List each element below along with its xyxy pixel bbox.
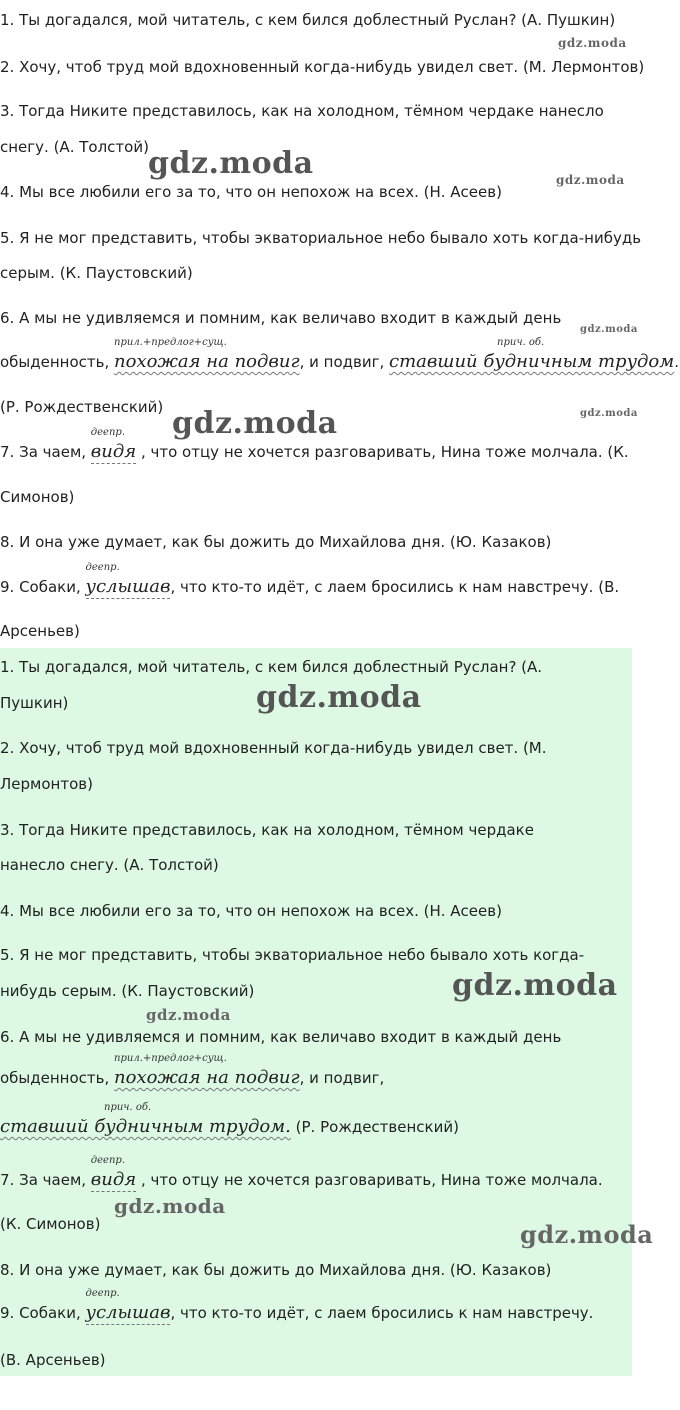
sentence-4: 4. Мы все любили его за то, что он непохож на всех. (Н. Асеев) xyxy=(0,902,502,920)
sentence-7-line-2: Симонов) xyxy=(0,488,75,506)
annotated-word xyxy=(90,427,137,464)
grammar-note: деепр. xyxy=(85,562,120,573)
watermark: gdz.moda xyxy=(580,408,638,419)
annotated-word xyxy=(85,562,171,599)
sentence-6-line-2 xyxy=(0,1053,385,1088)
text: , и подвиг, xyxy=(299,353,390,371)
text: 7. За чаем, xyxy=(0,443,91,461)
text: обыденность, xyxy=(0,353,115,371)
word-text: видя xyxy=(90,1169,137,1190)
grammar-note: деепр. xyxy=(90,427,125,438)
sentence-7-line-1 xyxy=(0,427,629,464)
grammar-note: деепр. xyxy=(90,1155,125,1166)
sentence-6-line-1: 6. А мы не удивляемся и помним, как величаво входит в каждый день xyxy=(0,309,562,327)
sentence-6-line-3 xyxy=(0,1102,459,1137)
text: обыденность, xyxy=(0,1069,115,1087)
annotated-phrase xyxy=(114,1053,300,1088)
watermark: gdz.moda xyxy=(146,1006,231,1024)
text: , что отцу не хочется разговаривать, Нина тоже молчала. (К. xyxy=(136,443,629,461)
sentence-7-line-2: (К. Симонов) xyxy=(0,1215,101,1233)
watermark: gdz.moda xyxy=(556,173,625,187)
text: 9. Собаки, xyxy=(0,578,86,596)
annotated-phrase xyxy=(114,337,300,372)
sentence-3-line-2: нанесло снегу. (А. Толстой) xyxy=(0,856,219,874)
sentence-3-line-2: снегу. (А. Толстой) xyxy=(0,138,149,156)
phrase-text: ставший будничным трудом. xyxy=(0,1116,291,1137)
sentence-8: 8. И она уже думает, как бы дожить до Михайлова дня. (Ю. Казаков) xyxy=(0,1261,552,1279)
sentence-1-line-1: 1. Ты догадался, мой читатель, с кем бился доблестный Руслан? (А. xyxy=(0,658,543,676)
text: , что кто-то идёт, с лаем бросились к нам навстречу. xyxy=(170,1304,594,1322)
sentence-2-line-2: Лермонтов) xyxy=(0,775,93,793)
sentence-6-line-1: 6. А мы не удивляемся и помним, как величаво входит в каждый день xyxy=(0,1028,562,1046)
grammar-note: прич. об. xyxy=(497,337,545,348)
sentence-6-line-3: (Р. Рождественский) xyxy=(0,398,164,416)
sentence-6-line-2 xyxy=(0,337,679,372)
word-text: услышав xyxy=(85,1302,171,1323)
sentence-3-line-1: 3. Тогда Никите представилось, как на холодном, тёмном чердаке нанесло xyxy=(0,102,604,120)
sentence-1-line-2: Пушкин) xyxy=(0,694,69,712)
grammar-note: прил.+предлог+сущ. xyxy=(114,337,227,348)
annotated-word xyxy=(85,1288,171,1325)
watermark: gdz.moda xyxy=(580,324,638,335)
watermark: gdz.moda xyxy=(172,406,338,441)
phrase-text: похожая на подвиг xyxy=(114,351,300,372)
text: 7. За чаем, xyxy=(0,1171,91,1189)
sentence-5-line-2: нибудь серым. (К. Паустовский) xyxy=(0,982,255,1000)
annotated-phrase xyxy=(0,1102,291,1137)
sentence-9-line-2: (В. Арсеньев) xyxy=(0,1351,106,1369)
sentence-2: 2. Хочу, чтоб труд мой вдохновенный когда-нибудь увидел свет. (М. Лермонтов) xyxy=(0,58,645,76)
sentence-7-line-1 xyxy=(0,1155,603,1192)
text: , что отцу не хочется разговаривать, Нина тоже молчала. xyxy=(136,1171,603,1189)
word-text: видя xyxy=(90,441,137,462)
sentence-4: 4. Мы все любили его за то, что он непохож на всех. (Н. Асеев) xyxy=(0,183,502,201)
sentence-5-line-1: 5. Я не мог представить, чтобы экваториальное небо бывало хоть когда- xyxy=(0,946,585,964)
text: (Р. Рождественский) xyxy=(290,1118,459,1136)
phrase-text: похожая на подвиг xyxy=(114,1067,300,1088)
word-text: услышав xyxy=(85,576,171,597)
annotated-word xyxy=(90,1155,137,1192)
sentence-8: 8. И она уже думает, как бы дожить до Михайлова дня. (Ю. Казаков) xyxy=(0,533,552,551)
phrase-text: ставший будничным трудом xyxy=(389,351,675,372)
grammar-note: деепр. xyxy=(85,1288,120,1299)
watermark: gdz.moda xyxy=(256,680,422,715)
sentence-9-line-2: Арсеньев) xyxy=(0,622,80,640)
grammar-note: прич. об. xyxy=(104,1102,152,1113)
sentence-5-line-1: 5. Я не мог представить, чтобы экваториальное небо бывало хоть когда-нибудь xyxy=(0,229,642,247)
text: , и подвиг, xyxy=(299,1069,385,1087)
text: , что кто-то идёт, с лаем бросились к нам навстречу. (В. xyxy=(170,578,620,596)
watermark: gdz.moda xyxy=(558,36,627,50)
sentence-9-line-1 xyxy=(0,1288,594,1325)
sentence-2-line-1: 2. Хочу, чтоб труд мой вдохновенный когда-нибудь увидел свет. (М. xyxy=(0,739,547,757)
watermark: gdz.moda xyxy=(148,146,314,181)
sentence-9-line-1 xyxy=(0,562,620,599)
annotated-phrase xyxy=(389,337,675,372)
sentence-5-line-2: серым. (К. Паустовский) xyxy=(0,264,193,282)
sentence-3-line-1: 3. Тогда Никите представилось, как на холодном, тёмном чердаке xyxy=(0,821,534,839)
sentence-1: 1. Ты догадался, мой читатель, с кем бился доблестный Руслан? (А. Пушкин) xyxy=(0,11,616,29)
text: 9. Собаки, xyxy=(0,1304,86,1322)
watermark: gdz.moda xyxy=(452,968,618,1003)
watermark: gdz.moda xyxy=(520,1220,654,1249)
watermark: gdz.moda xyxy=(114,1194,226,1218)
grammar-note: прил.+предлог+сущ. xyxy=(114,1053,227,1064)
text: . xyxy=(674,353,679,371)
